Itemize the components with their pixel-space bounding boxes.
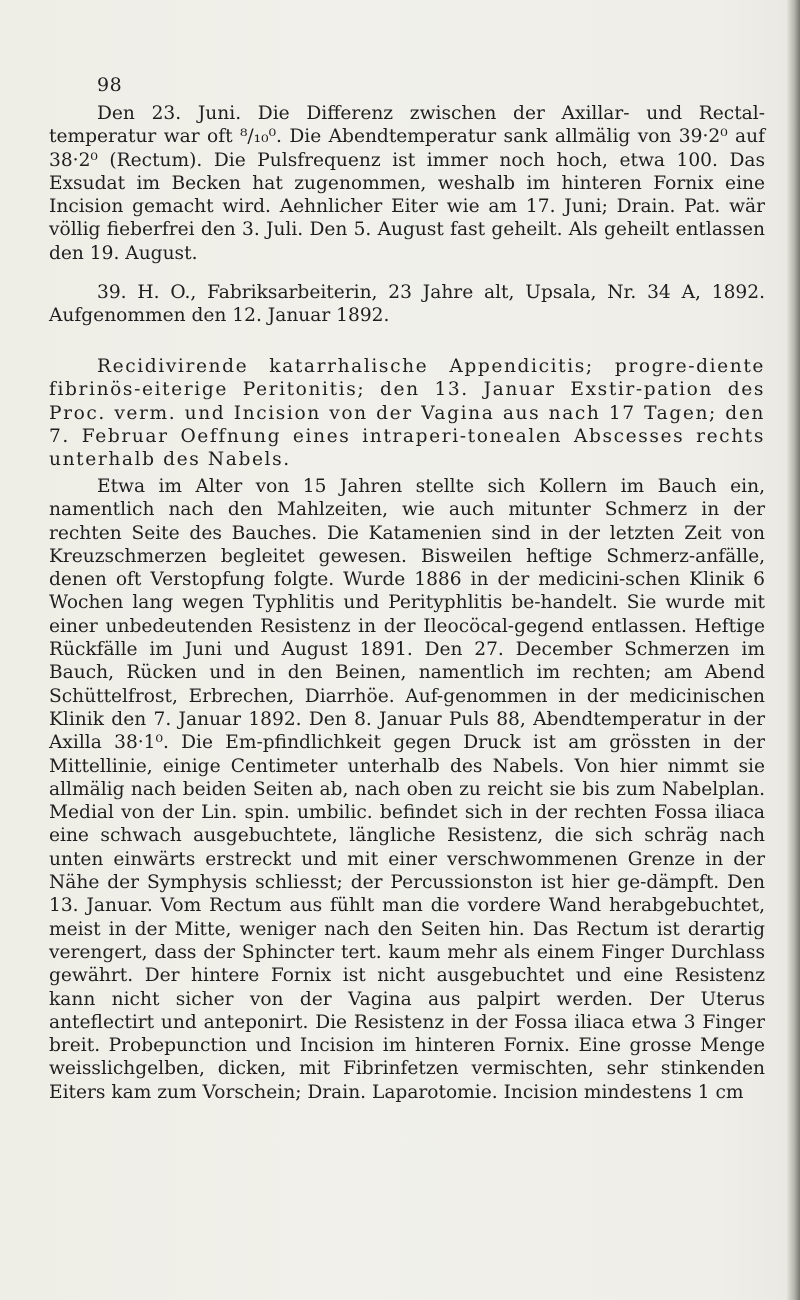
paragraph-text: Recidivirende katarrhalische Appendicitis; progre-diente fibrinös-eiterige Peritonitis; den 13. Januar Exstir-pation des Proc. verm. und Incision von der Vagina aus nach 17 Tagen; den 7. Februar Oeffnung eines intraperi-tonealen Abscesses rechts unterhalb des Nabels.	[49, 356, 765, 471]
paragraph-case-header	[49, 281, 765, 328]
paragraph-diagnosis	[49, 355, 765, 471]
paragraph-history	[49, 475, 765, 1104]
paragraph-text: Den 23. Juni. Die Differenz zwischen der Axillar- und Rectal-temperatur war oft ⁸/₁₀⁰. Die Abendtemperatur sank allmälig von 39·2⁰ auf 38·2⁰ (Rectum). Die Pulsfrequenz ist immer noch hoch, etwa 100. Das Exsudat im Becken hat zugenommen, weshalb im hinteren Fornix eine Incision gemacht wird. Aehnlicher Eiter wie am 17. Juni; Drain. Pat. wär völlig fieberfrei den 3. Juli. Den 5. August fast geheilt. Als geheilt entlassen den 19. August.	[49, 103, 765, 264]
page-number: 98	[97, 74, 123, 96]
paragraph-text: Etwa im Alter von 15 Jahren stellte sich Kollern im Bauch ein, namentlich nach den Mahlzeiten, wie auch mitunter Schmerz in der rechten Seite des Bauches. Die Katamenien sind in der letzten Zeit von Kreuzschmerzen begleitet gewesen. Bisweilen heftige Schmerz-anfälle, denen oft Verstopfung folgte. Wurde 1886 in der medicini-schen Klinik 6 Wochen lang wegen Typhlitis und Perityphlitis be-handelt. Sie wurde mit einer unbedeutenden Resistenz in der Ileocöcal-gegend entlassen. Heftige Rückfälle im Juni und August 1891. Den 27. December Schmerzen im Bauch, Rücken und in den Beinen, namentlich im rechten; am Abend Schüttelfrost, Erbrechen, Diarrhöe. Auf-genommen in der medicinischen Klinik den 7. Januar 1892. Den 8. Januar Puls 88, Abendtemperatur in der Axilla 38·1⁰. Die Em-pfindlichkeit gegen Druck ist am grössten in der Mittellinie, einige Centimeter unterhalb des Nabels. Von hier nimmt sie allmälig nach beiden Seiten ab, nach oben zu reicht sie bis zum Nabelplan. Medial von der Lin. spin. umbilic. befindet sich in der rechten Fossa iliaca eine schwach ausgebuchtete, längliche Resistenz, die sich schräg nach unten einwärts erstreckt und mit einer verschwommenen Grenze in der Nähe der Symphysis schliesst; der Percussionston ist hier ge-dämpft. Den 13. Januar. Vom Rectum aus fühlt man die vordere Wand herabgebuchtet, meist in der Mitte, weniger nach den Seiten hin. Das Rectum ist derartig verengert, dass der Sphincter tert. kaum mehr als einem Finger Durchlass gewährt. Der hintere Fornix ist nicht ausgebuchtet und eine Resistenz kann nicht sicher von der Vagina aus palpirt werden. Der Uterus anteflectirt und anteponirt. Die Resistenz in der Fossa iliaca etwa 3 Finger breit. Probepunction und Incision im hinteren Fornix. Eine grosse Menge weisslichgelben, dicken, mit Fibrinfetzen vermischten, sehr stinkenden Eiters kam zum Vorschein; Drain. Laparotomie. Incision mindestens 1 cm	[49, 476, 765, 1103]
page-edge-shadow	[786, 0, 800, 1300]
paragraph-case-course	[49, 102, 765, 265]
paragraph-text: 39. H. O., Fabriksarbeiterin, 23 Jahre alt, Upsala, Nr. 34 A, 1892. Aufgenommen den 12. Januar 1892.	[49, 282, 765, 327]
